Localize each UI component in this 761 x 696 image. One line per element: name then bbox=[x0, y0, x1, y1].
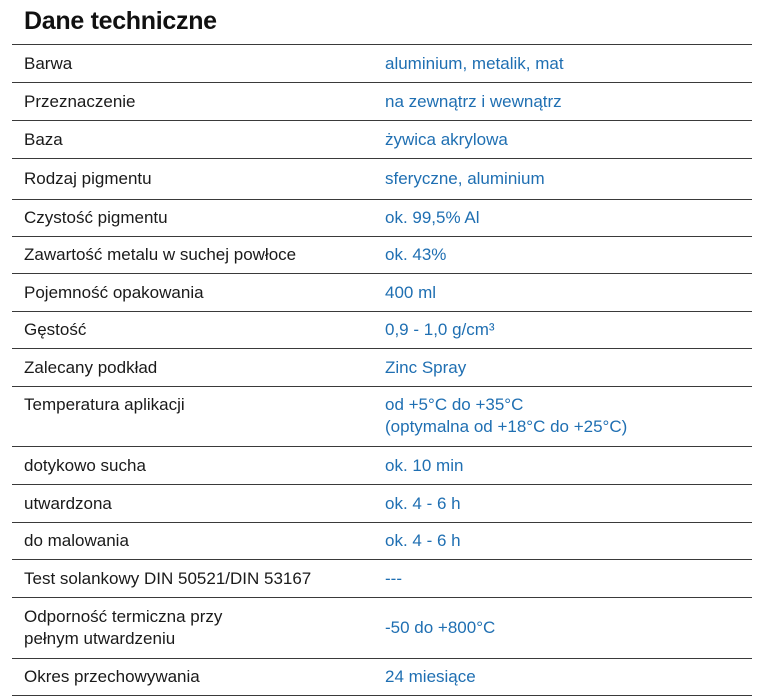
row-label: dotykowo sucha bbox=[24, 455, 146, 475]
row-value: aluminium, metalik, mat bbox=[385, 53, 564, 73]
row-label: Temperatura aplikacji bbox=[24, 395, 185, 414]
row-value: 400 ml bbox=[385, 282, 437, 302]
row-label: Test solankowy DIN 50521/DIN 53167 bbox=[24, 568, 312, 588]
table-row bbox=[12, 200, 752, 237]
table-row bbox=[12, 485, 752, 523]
row-value: 24 miesiące bbox=[385, 667, 476, 686]
row-value: sferyczne, aluminium bbox=[385, 169, 545, 188]
row-value: Zinc Spray bbox=[385, 357, 467, 377]
row-value: -50 do +800°C bbox=[385, 618, 496, 637]
row-label: do malowania bbox=[24, 531, 129, 550]
row-label: Zawartość metalu w suchej powłoce bbox=[24, 245, 297, 264]
table-row bbox=[12, 387, 752, 447]
table-row bbox=[12, 523, 752, 560]
row-value: na zewnątrz i wewnątrz bbox=[385, 91, 562, 111]
row-value: ok. 10 min bbox=[385, 455, 464, 475]
row-label: Baza bbox=[24, 129, 63, 149]
row-label: Pojemność opakowania bbox=[24, 282, 204, 302]
table-row bbox=[12, 447, 752, 485]
table-row bbox=[12, 83, 752, 121]
row-label: Czystość pigmentu bbox=[24, 208, 168, 227]
table-row bbox=[12, 121, 752, 159]
technical-data-table bbox=[12, 44, 752, 696]
row-label: Barwa bbox=[24, 53, 73, 73]
table-row bbox=[12, 312, 752, 349]
table-row bbox=[12, 349, 752, 387]
row-label: Rodzaj pigmentu bbox=[24, 169, 152, 188]
row-label: Gęstość bbox=[24, 320, 87, 339]
row-value: 0,9 - 1,0 g/cm³ bbox=[385, 320, 495, 339]
row-label: Zalecany podkład bbox=[24, 357, 158, 377]
row-value: ok. 4 - 6 h bbox=[385, 531, 461, 550]
row-value: ok. 43% bbox=[385, 245, 447, 264]
table-row bbox=[12, 45, 752, 83]
table-row bbox=[12, 560, 752, 598]
section-title: Dane techniczne bbox=[24, 7, 217, 35]
table-row bbox=[12, 274, 752, 312]
table-row bbox=[12, 598, 752, 659]
row-label: Okres przechowywania bbox=[24, 667, 200, 686]
row-value: --- bbox=[385, 568, 402, 588]
row-label: Przeznaczenie bbox=[24, 91, 136, 111]
row-value: od +5°C do +35°C (optymalna od +18°C do +25°C) bbox=[385, 395, 628, 436]
table-row bbox=[12, 159, 752, 200]
row-value: ok. 99,5% Al bbox=[385, 208, 480, 227]
table-row bbox=[12, 237, 752, 274]
row-value: żywica akrylowa bbox=[385, 129, 508, 149]
row-label: utwardzona bbox=[24, 493, 112, 513]
row-value: ok. 4 - 6 h bbox=[385, 493, 461, 513]
table-row bbox=[12, 659, 752, 696]
row-label: Odporność termiczna przy pełnym utwardzeniu bbox=[24, 607, 223, 648]
